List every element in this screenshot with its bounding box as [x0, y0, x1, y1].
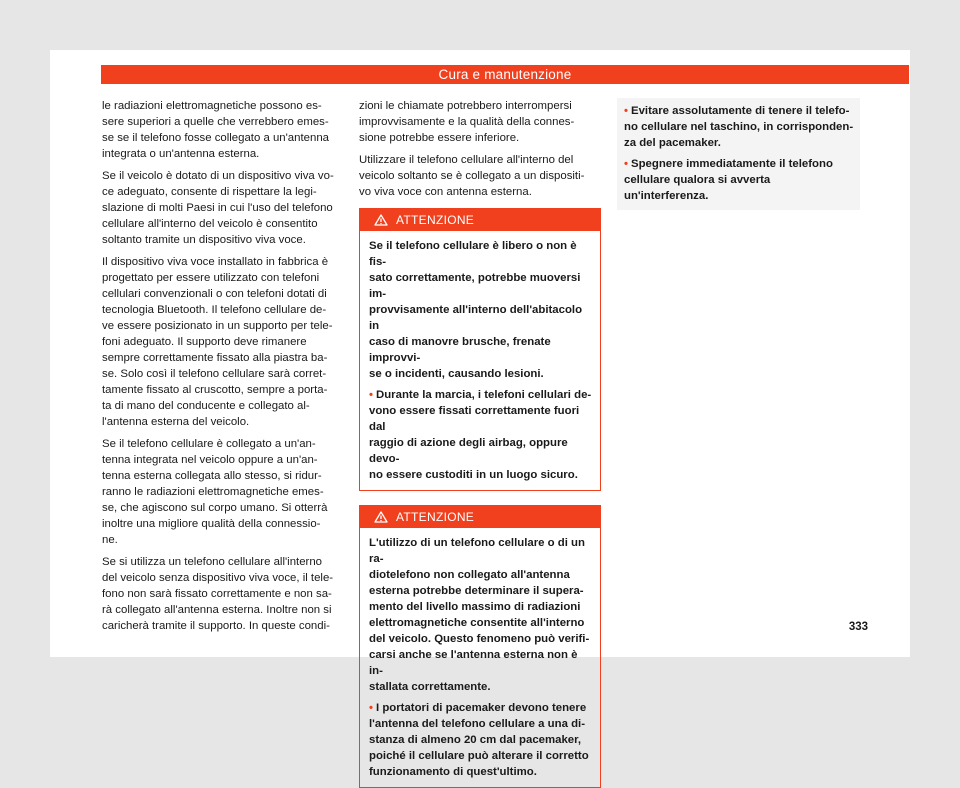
paragraph: Se si utilizza un telefono cellulare all'interno del veicolo senza dispositivo viva voce, il tele- fono non sarà fissato correttamente e non sa- rà collegato all'antenna esterna. Inoltre non si caricherà tramite il supporto. In queste condi- — [102, 556, 334, 632]
warning-bullet-item: • Spegnere immediatamente il telefono cellulare qualora si avverta un'interferenza. — [624, 158, 833, 202]
paragraph: Utilizzare il telefono cellulare all'interno del veicolo soltanto se è collegato a un dispositi- vo viva voce con antenna esterna. — [359, 154, 585, 198]
bullet-icon: • — [624, 105, 628, 117]
warning-bullet-item: • Evitare assolutamente di tenere il telefo- no cellulare nel taschino, in corrisponden- za del pacemaker. — [624, 105, 854, 149]
paragraph: Il dispositivo viva voce installato in fabbrica è progettato per essere utilizzato con telefoni cellulari convenzionali o con telefoni dotati di tecnologia Bluetooth. Il telefono cellulare de- ve essere posizionato in un supporto per tele- foni adeguato. Il supporto deve rimanere sempre correttamente fissato alla piastra ba- se. Solo così il telefono cellulare sarà corret- tamente fissato al cruscotto, sempre a porta- ta di mano del conducente e collegato al- l'antenna esterna del veicolo. — [102, 256, 333, 428]
warning-box-2 — [359, 505, 601, 788]
text-column-3 — [617, 98, 860, 210]
warning-bullet-item: • I portatori di pacemaker devono tenere l'antenna del telefono cellulare a una di- stanza di almeno 20 cm dal pacemaker, poiché il cellulare può alterare il corretto funzionamento di quest'ultimo. — [369, 702, 589, 778]
text-column-1 — [102, 98, 349, 640]
text-column-2 — [359, 98, 601, 788]
bullet-icon: • — [624, 158, 628, 170]
paragraph: zioni le chiamate potrebbero interrompersi improvvisamente e la qualità della connes- sione potrebbe essere inferiore. — [359, 100, 575, 144]
warning-text: L'utilizzo di un telefono cellulare o di un ra- diotelefono non collegato all'antenna esterna potrebbe determinare il supera- mento del livello massimo di radiazioni elettromagnetiche consentite all'interno del veicolo. Questo fenomeno può verifi- carsi anche se l'antenna esterna non è in- stallata correttamente. — [369, 537, 590, 693]
bullet-icon: • — [369, 702, 373, 714]
warning-continuation-box — [617, 98, 860, 210]
warning-text: Se il telefono cellulare è libero o non è fis- sato correttamente, potrebbe muoversi im- provvisamente all'interno dell'abitacolo in caso di manovre brusche, frenate improvvi- se o incidenti, causando lesioni. — [369, 240, 583, 380]
paragraph: Se il veicolo è dotato di un dispositivo viva vo- ce adeguato, consente di rispettare la legi- slazione di molti Paesi in cui l'uso del telefono cellulare all'interno del veicolo è consentito soltanto tramite un dispositivo viva voce. — [102, 170, 334, 246]
warning-title: ATTENZIONE — [396, 213, 475, 227]
manual-page — [50, 50, 910, 778]
warning-box-1 — [359, 208, 601, 491]
paragraph: Se il telefono cellulare è collegato a un'an- tenna integrata nel veicolo oppure a un'an- tenna esterna collegata allo stesso, si ridur- ranno le radiazioni elettromagnetiche emes- se, che agiscono sul corpo umano. Si otterrà inoltre una migliore qualità della connessio- ne. — [102, 438, 328, 546]
warning-body — [360, 231, 600, 490]
warning-bullet-item: • Durante la marcia, i telefoni cellulari de- vono essere fissati correttamente fuori dal raggio di azione degli airbag, oppure devo- no essere custoditi in un luogo sicuro. — [369, 389, 592, 481]
warning-triangle-icon — [374, 511, 388, 523]
warning-header — [360, 209, 600, 231]
paragraph: le radiazioni elettromagnetiche possono es- sere superiori a quelle che verrebbero emes- se se il telefono fosse collegato a un'antenna integrata o un'antenna esterna. — [102, 100, 329, 160]
warning-title: ATTENZIONE — [396, 510, 475, 524]
warning-body — [360, 528, 600, 787]
section-header: Cura e manutenzione — [101, 65, 909, 84]
warning-triangle-icon — [374, 214, 388, 226]
page-number: 333 — [848, 621, 868, 633]
bullet-icon: • — [369, 389, 373, 401]
warning-header — [360, 506, 600, 528]
